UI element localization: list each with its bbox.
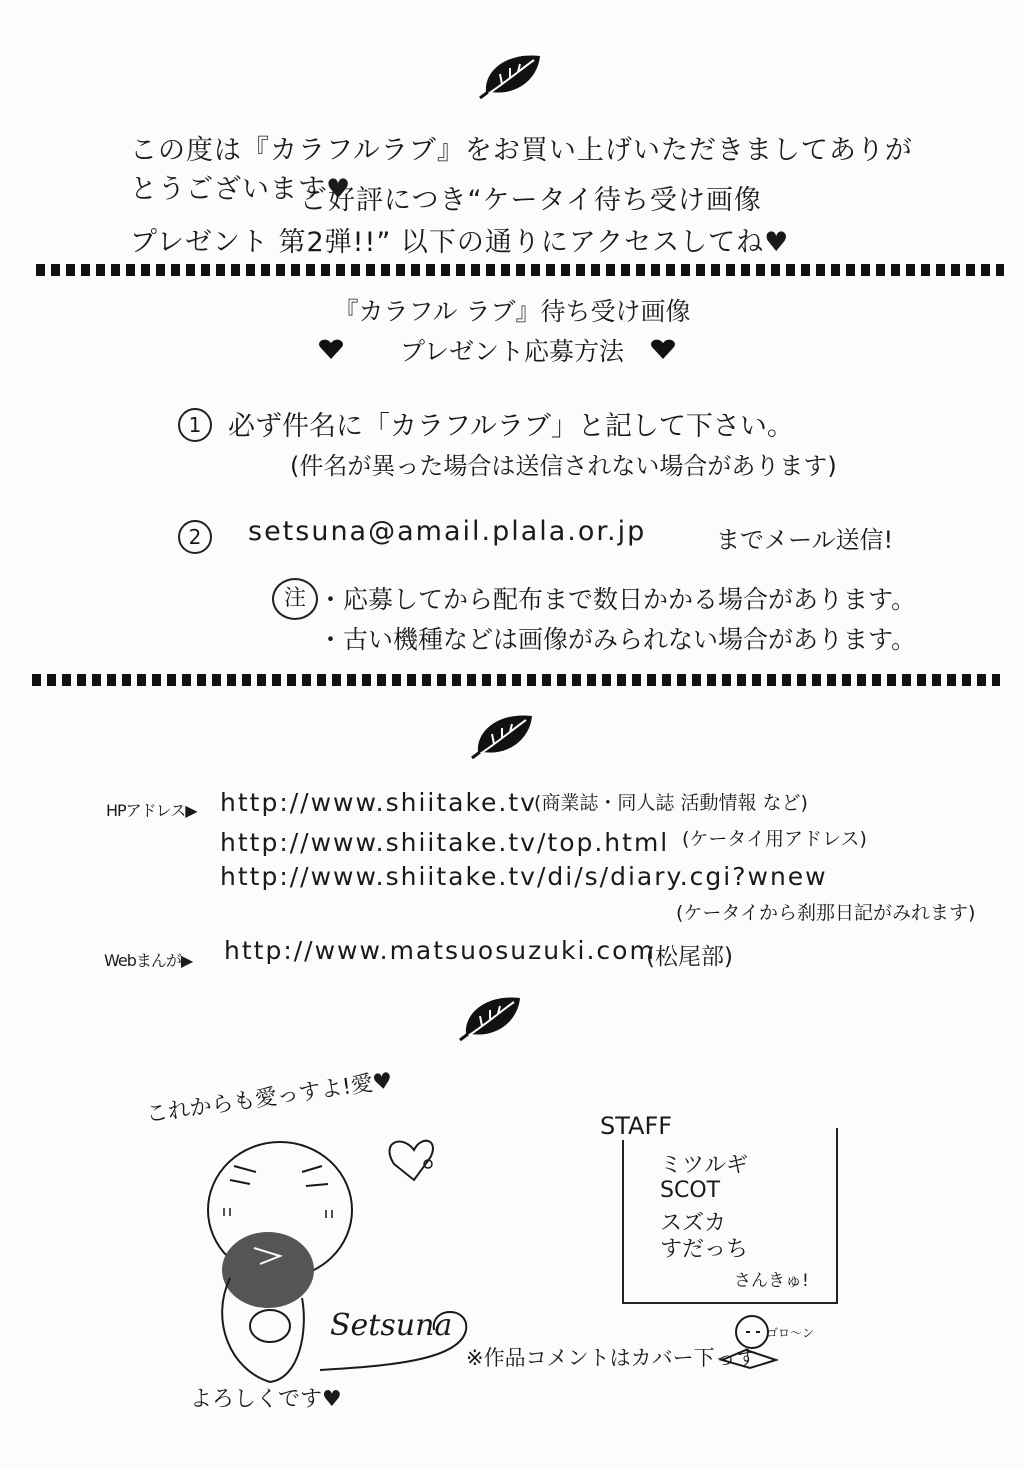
note-item: ・応募してから配布まで数日かかる場合があります。 [318, 585, 917, 614]
email-address[interactable]: setsuna@amail.plala.or.jp [248, 516, 647, 547]
staff-title: STAFF [600, 1112, 676, 1140]
leaf-icon [470, 708, 540, 760]
dotted-divider [36, 264, 1004, 276]
intro-line-2: ご好評につき“ケータイ待ち受け画像 [300, 185, 762, 216]
section-title: 『カラフル ラブ』待ち受け画像 [333, 297, 691, 326]
hp-address-label: HPアドレス▶ [106, 801, 197, 820]
intro-line-3: プレゼント 第2弾!!” 以下の通りにアクセスしてね♥ [130, 227, 790, 258]
lying-person-doodle [716, 1310, 786, 1372]
leaf-icon [458, 990, 528, 1042]
web-manga-note: (松尾部) [646, 944, 733, 970]
staff-name: ミツルギ [660, 1153, 749, 1178]
staff-name: すだっち [660, 1237, 749, 1262]
heart-icon [650, 338, 676, 364]
note-item: ・古い機種などは画像がみられない場合があります。 [318, 625, 917, 654]
step-number: 2 [178, 520, 212, 554]
staff-name: SCOT [660, 1178, 721, 1203]
step-1-text: 必ず件名に「カラフルラブ」と記して下さい。 [228, 411, 794, 442]
step-1-subtext: (件名が異った場合は送信されない場合があります) [290, 452, 837, 480]
hp-url-link[interactable]: http://www.shiitake.tv [220, 788, 537, 817]
note-mark: 注 [272, 578, 318, 620]
diary-url-note: (ケータイから刹那日記がみれます) [676, 902, 976, 924]
mobile-url-note: (ケータイ用アドレス) [682, 828, 867, 850]
staff-thanks: さんきゅ! [734, 1271, 809, 1291]
step-2-text: までメール送信! [716, 526, 894, 554]
greeting-text: よろしくです♥ [190, 1387, 342, 1412]
intro-line-1: この度は『カラフルラブ』をお買い上げいただきましてありがとうございます♥ [130, 135, 913, 205]
diary-url-link[interactable]: http://www.shiitake.tv/di/s/diary.cgi?wnew [220, 862, 828, 891]
section-subtitle: プレゼント応募方法 [399, 337, 624, 366]
doodle-sound: ゴロ〜ン [766, 1326, 815, 1340]
staff-name: スズカ [660, 1211, 727, 1236]
dotted-divider [32, 674, 1000, 686]
mobile-url-link[interactable]: http://www.shiitake.tv/top.html [220, 828, 670, 857]
web-manga-url-link[interactable]: http://www.matsuosuzuki.com [224, 936, 656, 965]
hp-url-note: (商業誌・同人誌 活動情報 など) [534, 792, 808, 814]
signature: Setsuna [330, 1308, 453, 1343]
web-manga-label: Webまんが▶ [104, 951, 193, 970]
cover-note: ※作品コメントはカバー下っす [466, 1346, 757, 1370]
speech-text: これからも愛っすよ!愛♥ [144, 1068, 395, 1128]
character-illustration [190, 1130, 510, 1400]
step-number: 1 [178, 408, 212, 442]
leaf-icon [478, 48, 548, 100]
